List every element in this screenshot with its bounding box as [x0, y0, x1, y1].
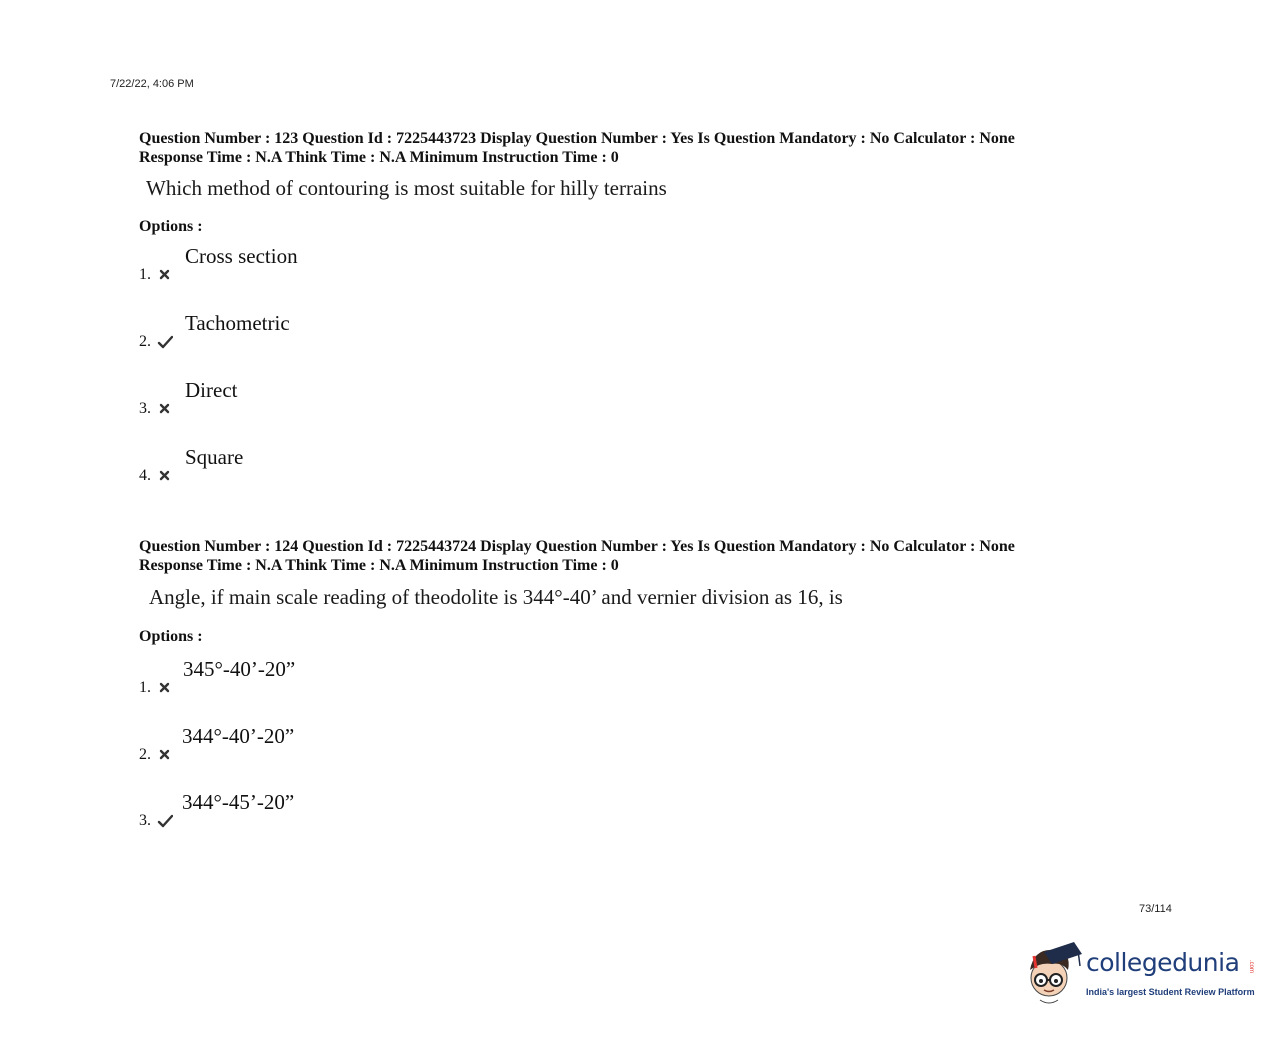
options-label: Options : — [139, 218, 203, 235]
brand-suffix: .com — [1248, 960, 1254, 974]
cross-icon — [157, 268, 173, 282]
option-text: Cross section — [185, 244, 298, 268]
option-item — [139, 724, 539, 764]
question-text: Which method of contouring is most suitable for hilly terrains — [146, 176, 667, 200]
option-number: 2. — [139, 746, 151, 763]
option-item — [139, 378, 539, 418]
option-text: Direct — [185, 378, 238, 402]
cross-icon — [157, 402, 173, 416]
option-text: Tachometric — [185, 311, 290, 335]
option-text: 344°-40’-20” — [182, 724, 295, 748]
option-number: 3. — [139, 400, 151, 417]
option-text: 344°-45’-20” — [182, 790, 295, 814]
option-number: 3. — [139, 812, 151, 829]
page-number: 73/114 — [1139, 903, 1172, 915]
cross-icon — [157, 681, 173, 695]
option-item — [139, 657, 539, 697]
question-meta-line1: Question Number : 123 Question Id : 7225443723 Display Question Number : Yes Is Question Mandatory : No Calculator : None — [139, 130, 1015, 147]
cross-icon — [157, 469, 173, 483]
question-text: Angle, if main scale reading of theodolite is 344°-40’ and vernier division as 16, is — [149, 585, 843, 609]
check-icon — [157, 335, 173, 349]
brand-tagline: India's largest Student Review Platform — [1086, 987, 1255, 997]
student-mascot-icon — [1024, 940, 1086, 1010]
option-text: Square — [185, 445, 244, 469]
option-item — [139, 311, 539, 351]
question-meta-line2: Response Time : N.A Think Time : N.A Minimum Instruction Time : 0 — [139, 149, 619, 166]
cross-icon — [157, 748, 173, 762]
option-number: 4. — [139, 467, 151, 484]
option-number: 1. — [139, 679, 151, 696]
print-timestamp: 7/22/22, 4:06 PM — [110, 78, 194, 90]
option-item — [139, 790, 539, 830]
option-item — [139, 244, 539, 284]
option-number: 1. — [139, 266, 151, 283]
option-number: 2. — [139, 333, 151, 350]
collegedunia-logo — [1024, 940, 1264, 1010]
brand-wordmark: collegedunia — [1086, 948, 1240, 977]
question-meta-line1: Question Number : 124 Question Id : 7225443724 Display Question Number : Yes Is Question Mandatory : No Calculator : None — [139, 538, 1015, 555]
options-label: Options : — [139, 628, 203, 645]
question-meta-line2: Response Time : N.A Think Time : N.A Minimum Instruction Time : 0 — [139, 557, 619, 574]
option-text: 345°-40’-20” — [183, 657, 296, 681]
option-item — [139, 445, 539, 485]
check-icon — [157, 814, 173, 828]
